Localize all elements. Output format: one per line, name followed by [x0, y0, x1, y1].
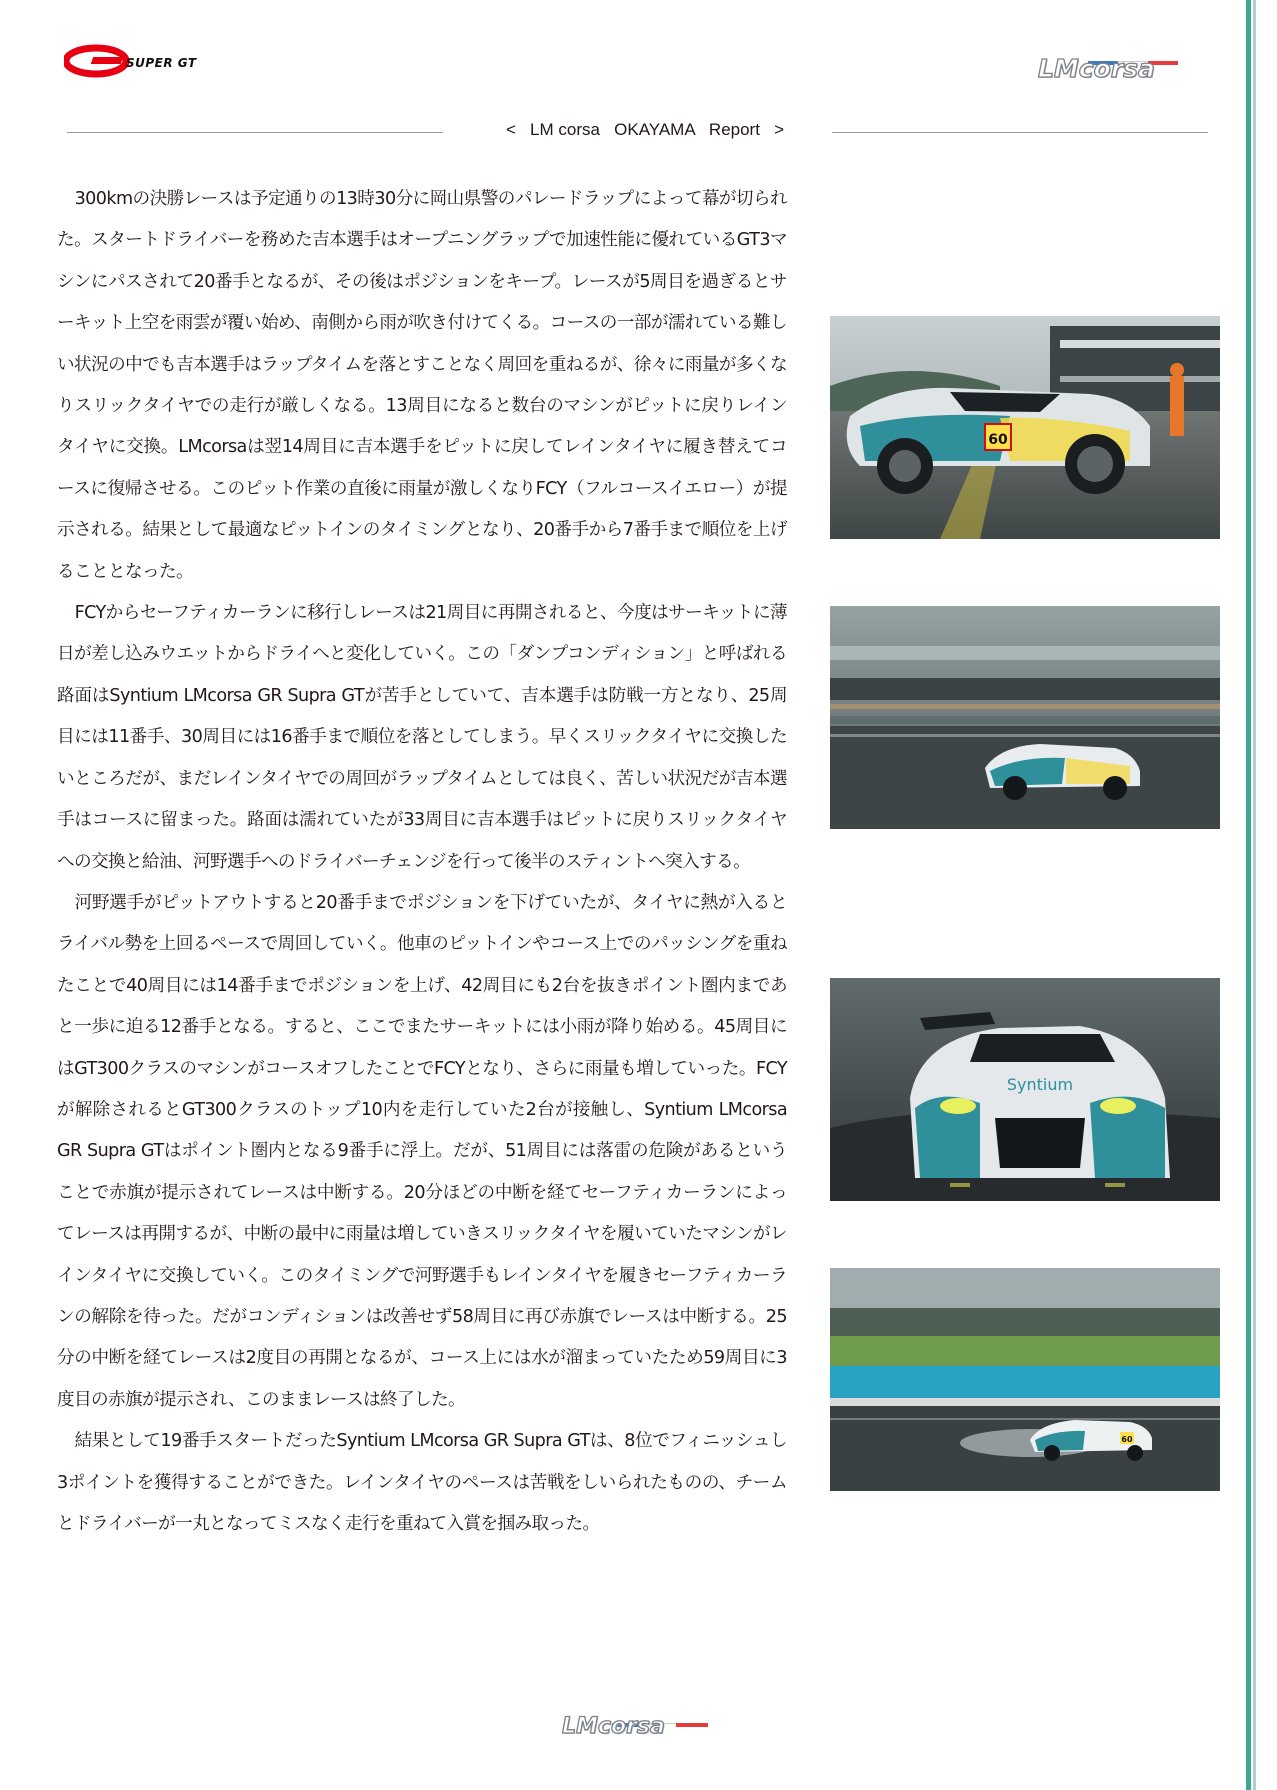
spray-car-image: [830, 1268, 1220, 1491]
car-sponsor-label: Syntium: [1006, 1075, 1074, 1094]
car-number-label: 60: [988, 432, 1008, 448]
supergt-logo-text: SUPER GT: [126, 56, 197, 70]
lmcorsa-footer-text: LMcorsa: [562, 1714, 665, 1739]
article-paragraph: 河野選手がピットアウトすると20番手までポジションを下げていたが、タイヤに熱が入るとライバル勢を上回るペースで周回していく。他車のピットインやコース上でのパッシングを重ねたことで40周目には14番手までポジションを上げ、42周目にも2台を抜きポイント圏内まであと一歩に迫る12番手となる。すると、ここでまたサーキットには小雨が降り始める。45周目にはGT300クラスのマシンがコースオフしたことでFCYとなり、さらに雨量も増していった。FCYが解除されるとGT300クラスのトップ10内を走行していた2台が接触し、Syntium LMcorsa GR Supra GTはポイント圏内となる9番手に浮上。だが、51周目には落雷の危険があるということで赤旗が提示されてレースは中断する。20分ほどの中断を経てセーフティカーランによってレースは再開するが、中断の最中に雨量は増していきスリックタイヤを履いていたマシンがレインタイヤに交換していく。このタイミングで河野選手もレインタイヤを履きセーフティカーランの解除を待った。だがコンディションは改善せず58周目に再び赤旗でレースは中断する。25分の中断を経てレースは2度目の再開となるが、コース上には水が溜まっていたため59周目に3度目の赤旗が提示され、このままレースは終了した。: [57, 892, 787, 1410]
race-photo-pitlane: [830, 316, 1220, 539]
article-paragraph: 300kmの決勝レースは予定通りの13時30分に岡山県警のパレードラップによって幕が切られた。スタートドライバーを務めた吉本選手はオープニングラップで加速性能に優れているGT3マシンにパスされて20番手となるが、その後はポジションをキープ。レースが5周目を過ぎるとサーキット上空を雨雲が覆い始め、南側から雨が吹き付けてくる。コースの一部が濡れている難しい状況の中でも吉本選手はラップタイムを落とすことなく周回を重ねるが、徐々に雨量が多くなりスリックタイヤでの走行が厳しくなる。13周目になると数台のマシンがピットに戻りレインタイヤに交換。LMcorsaは翌14周目に吉本選手をピットに戻してレインタイヤに履き替えてコースに復帰させる。このピット作業の直後に雨量が激しくなりFCY（フルコースイエロー）が提示される。結果として最適なピットインのタイミングとなり、20番手から7番手まで順位を上げることとなった。: [57, 189, 787, 582]
article-paragraph: 結果として19番手スタートだったSyntium LMcorsa GR Supra GTは、8位でフィニッシュし3ポイントを獲得することができた。レインタイヤのペースは苦戦をしいられたものの、チームとドライバーが一丸となってミスなく走行を重ねて入賞を掴み取った。: [57, 1431, 787, 1534]
header-rule-left: [67, 132, 443, 133]
lmcorsa-logo-header: [1038, 50, 1204, 83]
race-photo-straight: [830, 606, 1220, 829]
supergt-logo: [64, 44, 244, 78]
right-edge-stripe: [1240, 0, 1277, 1790]
lmcorsa-logo-text: LMcorsa: [1038, 54, 1155, 83]
rain-front-car-image: [830, 978, 1220, 1201]
race-photo-spray: [830, 1268, 1220, 1491]
lmcorsa-logo-footer: [562, 1712, 718, 1742]
header-rule-right: [832, 132, 1208, 133]
blurred-car-image: [830, 606, 1220, 829]
pitlane-car-image: [830, 316, 1220, 539]
article-paragraph: FCYからセーフティカーランに移行しレースは21周目に再開されると、今度はサーキットに薄日が差し込みウエットからドライへと変化していく。この「ダンプコンディション」と呼ばれる路面はSyntium LMcorsa GR Supra GTが苦手としていて、吉本選手は防戦一方となり、25周目には11番手、30周目には16番手まで順位を落としてしまう。早くスリックタイヤに交換したいところだが、まだレインタイヤでの周回がラップタイムとしては良く、苦しい状況だが吉本選手はコースに留まった。路面は濡れていたが33周目に吉本選手はピットに戻りスリックタイヤへの交換と給油、河野選手へのドライバーチェンジを行って後半のスティントへ突入する。: [57, 603, 787, 872]
report-title: < LM corsa OKAYAMA Report >: [505, 120, 785, 139]
article-body: [57, 179, 787, 1545]
race-photo-rain-front: [830, 978, 1220, 1201]
supergt-g-mark-icon: [64, 44, 134, 78]
car-number-label: 60: [1121, 1435, 1133, 1444]
